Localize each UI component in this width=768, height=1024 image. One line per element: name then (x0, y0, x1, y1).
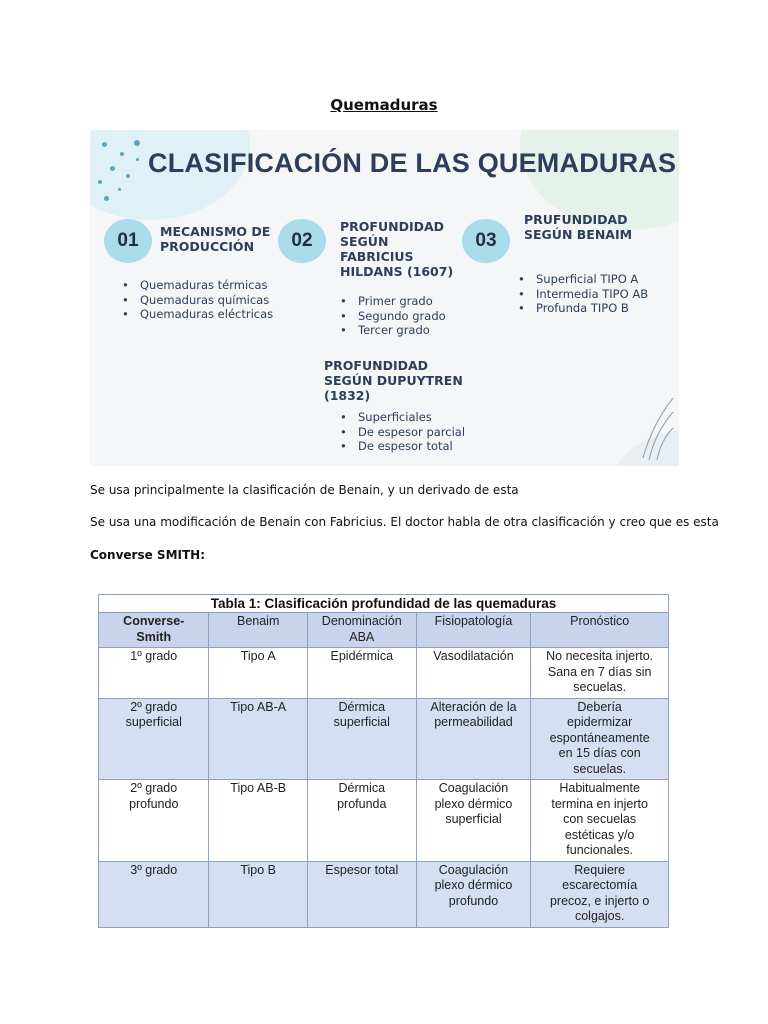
column-header: Benaim (209, 613, 307, 648)
paragraph: Se usa una modificación de Benain con Fabricius. El doctor habla de otra clasificación y creo que es esta (90, 515, 719, 529)
list-item: • Segundo grado (336, 309, 446, 324)
table-cell: Dérmica profunda (307, 780, 416, 862)
decorative-dot (136, 158, 139, 161)
list-item: • Superficial TIPO A (514, 272, 648, 287)
classification-infographic (90, 130, 679, 466)
decorative-dot (104, 196, 109, 201)
infographic-title: CLASIFICACIÓN DE LAS QUEMADURAS (148, 148, 677, 178)
table-header-row (99, 613, 669, 648)
table-cell: Espesor total (307, 861, 416, 927)
decorative-dot (102, 142, 107, 147)
table-cell: Requiere escarectomía precoz, e injerto o colgajos. (531, 861, 669, 927)
table-cell: 2º grado profundo (99, 780, 209, 862)
table-row (99, 698, 669, 780)
table-caption: Tabla 1: Clasificación profundidad de las quemaduras (98, 594, 669, 612)
table-cell: 3º grado (99, 861, 209, 927)
decorative-dot (120, 152, 124, 156)
decorative-swirl-icon (639, 396, 675, 462)
table-cell: Coagulación plexo dérmico superficial (416, 780, 531, 862)
column-header: Denominación ABA (307, 613, 416, 648)
table-cell: Tipo AB-A (209, 698, 307, 780)
table-row (99, 780, 669, 862)
section-number-badge: 03 (462, 219, 510, 263)
list-item: • Profunda TIPO B (514, 301, 648, 316)
list-item: • Intermedia TIPO AB (514, 287, 648, 302)
list-item: • Tercer grado (336, 323, 446, 338)
section-list (336, 410, 465, 454)
decorative-dot (110, 166, 115, 171)
list-item: • De espesor parcial (336, 425, 465, 440)
list-item: • Quemaduras térmicas (118, 278, 273, 293)
section-title: PROFUNDIDAD SEGÚN FABRICIUS HILDANS (1607) (340, 219, 454, 279)
table-cell: Dérmica superficial (307, 698, 416, 780)
decorative-dot (126, 174, 130, 178)
decorative-dot (98, 180, 102, 184)
section-heading: Converse SMITH: (90, 548, 206, 562)
section-title: MECANISMO DE PRODUCCIÓN (160, 224, 271, 254)
section-title: PROFUNDIDAD SEGÚN DUPUYTREN (1832) (324, 358, 463, 403)
table-cell: Coagulación plexo dérmico profundo (416, 861, 531, 927)
table-cell: Habitualmente termina en injerto con secuelas estéticas y/o funcionales. (531, 780, 669, 862)
section-number-badge: 02 (278, 219, 326, 263)
list-item: • Quemaduras eléctricas (118, 307, 273, 322)
table-cell: Debería epidermizar espontáneamente en 15 días con secuelas. (531, 698, 669, 780)
section-list (336, 294, 446, 338)
table-cell: 2º grado superficial (99, 698, 209, 780)
list-item: • Quemaduras químicas (118, 293, 273, 308)
section-list (118, 278, 273, 322)
table-cell: Alteración de la permeabilidad (416, 698, 531, 780)
list-item: • Superficiales (336, 410, 465, 425)
decorative-dot (134, 140, 140, 146)
page-title: Quemaduras (330, 96, 438, 114)
table-cell: Vasodilatación (416, 648, 531, 699)
section-list (514, 272, 648, 316)
table-row (99, 861, 669, 927)
table-cell: Tipo AB-B (209, 780, 307, 862)
section-number-badge: 01 (104, 219, 152, 263)
table-cell: Tipo B (209, 861, 307, 927)
column-header: Pronóstico (531, 613, 669, 648)
column-header: Converse- Smith (99, 613, 209, 648)
decorative-dot (118, 188, 121, 191)
list-item: • Primer grado (336, 294, 446, 309)
table-cell: No necesita injerto. Sana en 7 días sin secuelas. (531, 648, 669, 699)
table-row (99, 648, 669, 699)
classification-table (98, 594, 669, 928)
section-title: PRUFUNDIDAD SEGÚN BENAIM (524, 212, 633, 242)
table-cell: Epidérmica (307, 648, 416, 699)
paragraph: Se usa principalmente la clasificación de Benain, y un derivado de esta (90, 483, 519, 497)
column-header: Fisiopatología (416, 613, 531, 648)
table-cell: 1º grado (99, 648, 209, 699)
list-item: • De espesor total (336, 439, 465, 454)
table-cell: Tipo A (209, 648, 307, 699)
